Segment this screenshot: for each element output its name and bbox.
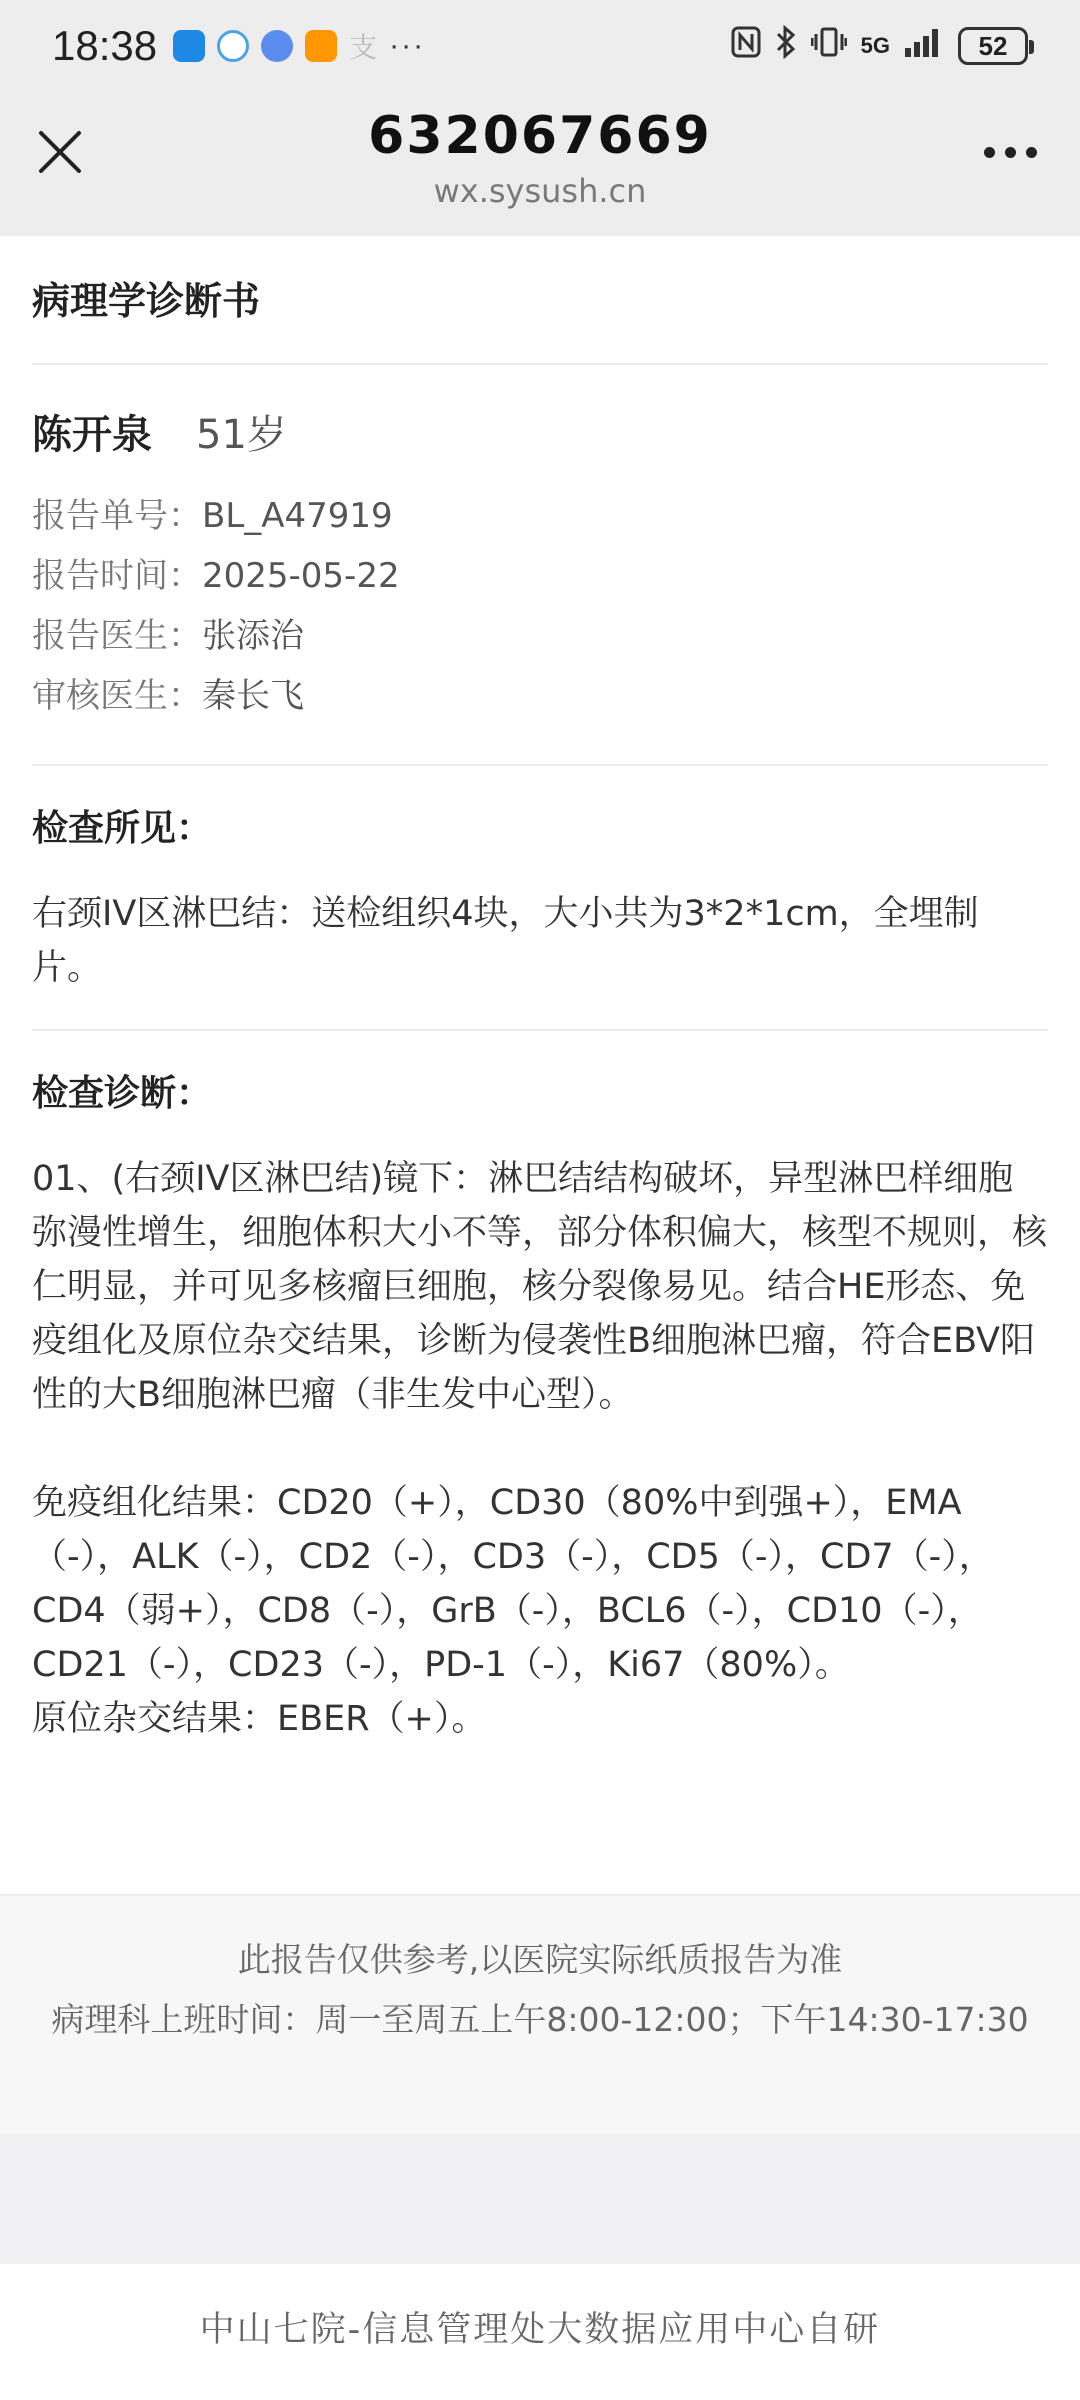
notice-disclaimer: 此报告仅供参考,以医院实际纸质报告为准 xyxy=(237,1940,843,1979)
spacer-band xyxy=(0,2134,1080,2264)
more-options-button[interactable] xyxy=(970,132,1050,172)
info-row-review-doctor xyxy=(32,666,1048,726)
info-row-report-time xyxy=(32,546,1048,606)
report-notice xyxy=(0,1894,1080,2134)
video-notification-icon xyxy=(305,30,337,62)
status-time: 18:38 xyxy=(52,22,158,69)
notification-icons xyxy=(173,26,425,66)
info-value: BL_A47919 xyxy=(202,496,393,536)
footer: 中山七院-信息管理处大数据应用中心自研 xyxy=(0,2264,1080,2400)
info-label: 审核医生： xyxy=(32,676,202,716)
info-value: 2025-05-22 xyxy=(202,556,400,596)
info-row-report-number xyxy=(32,486,1048,546)
findings-section xyxy=(32,766,1048,1029)
notice-office-hours: 病理科上班时间：周一至周五上午8:00-12:00；下午14:30-17:30 xyxy=(51,2000,1029,2039)
patient-name: 陈开泉 xyxy=(32,412,152,458)
page-title: 632067669 xyxy=(368,106,712,166)
vibrate-icon xyxy=(811,26,847,66)
diagnosis-text: 01、(右颈IV区淋巴结)镜下：淋巴结结构破坏，异型淋巴样细胞弥漫性增生，细胞体积大小不等，部分体积偏大，核型不规则，核仁明显，并可见多核瘤巨细胞，核分裂像易见。结合HE形态、免疫组化及原位杂交结果，诊断为侵袭性B细胞淋巴瘤，符合EBV阳性的大B细胞淋巴瘤（非生发中心型）。 免疫组化结果：CD20（+），CD30（80%中到强+），EMA（-），ALK（-），CD2（-），CD3（-），CD5（-），CD7（-），CD4（弱+），CD8（-），GrB（-），BCL6（-），CD10（-），CD21（-），CD23（-），PD-1（-），Ki67（80%）。 原位杂交结果：EBER（+）。 xyxy=(32,1159,1048,1739)
info-value: 张添治 xyxy=(202,616,304,656)
info-label: 报告单号： xyxy=(32,496,202,536)
nfc-icon xyxy=(731,26,761,66)
patient-age: 51岁 xyxy=(196,412,287,458)
music-notification-icon xyxy=(261,30,293,62)
patient-name-row xyxy=(32,403,1048,460)
info-label: 报告时间： xyxy=(32,556,202,596)
diagnosis-title: 检查诊断： xyxy=(32,1073,213,1114)
report-content xyxy=(32,236,1048,1780)
more-dot-icon xyxy=(1005,147,1016,158)
more-dot-icon xyxy=(984,147,995,158)
patient-info xyxy=(32,365,1048,764)
info-value: 秦长飞 xyxy=(202,676,304,716)
page-domain: wx.sysush.cn xyxy=(433,172,647,210)
title-bar xyxy=(0,92,1080,236)
status-bar xyxy=(0,0,1080,92)
alipay-notification-icon: 支 xyxy=(349,32,378,63)
document-title: 病理学诊断书 xyxy=(32,279,261,323)
chat-notification-icon xyxy=(217,30,249,62)
more-dot-icon xyxy=(1026,147,1037,158)
diagnosis-section xyxy=(32,1031,1048,1780)
battery-indicator: 52 xyxy=(958,27,1028,65)
message-notification-icon xyxy=(173,30,205,62)
more-notifications-icon: ··· xyxy=(389,29,426,62)
findings-text: 右颈IV区淋巴结：送检组织4块，大小共为3*2*1cm，全埋制片。 xyxy=(32,894,979,988)
info-row-report-doctor xyxy=(32,606,1048,666)
network-type-label: 5G xyxy=(860,33,890,58)
bluetooth-icon xyxy=(775,25,797,67)
signal-strength-icon xyxy=(904,26,944,66)
info-label: 报告医生： xyxy=(32,616,202,656)
status-right xyxy=(731,25,1028,67)
title-center xyxy=(0,106,1080,210)
findings-title: 检查所见： xyxy=(32,808,213,849)
